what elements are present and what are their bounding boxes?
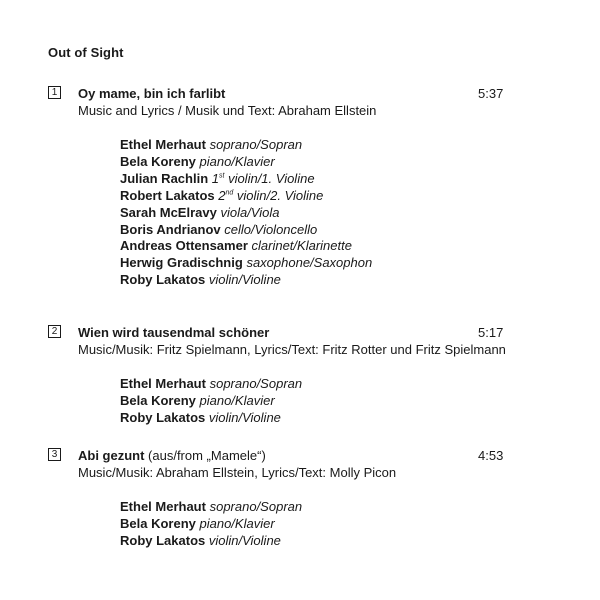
performer-name: Roby Lakatos: [120, 272, 206, 288]
performer-name: Robert Lakatos: [120, 187, 215, 203]
performer-role: piano/Klavier: [199, 515, 275, 531]
performer: [120, 376, 548, 393]
section-title: Out of Sight: [48, 45, 124, 60]
track-duration: 5:17: [478, 325, 504, 340]
performer-role: violin/Violine: [208, 532, 281, 548]
performer-name: Ethel Merhaut: [120, 499, 206, 514]
performer-list: [120, 376, 548, 427]
performer-name: Herwig Gradischnig: [120, 255, 243, 271]
track-duration: 5:37: [478, 86, 504, 101]
track-title-text: Oy mame, bin ich farlibt: [78, 86, 226, 101]
performer: [120, 205, 548, 222]
track-1: [48, 85, 548, 289]
track-credits: Music/Musik: Abraham Ellstein, Lyrics/Text: Molly Picon: [78, 465, 397, 480]
performer-name: Boris Andrianov: [120, 221, 221, 237]
performer: [120, 154, 548, 171]
track-title: [78, 447, 266, 464]
performer-role: saxophone/Saxophon: [246, 255, 373, 271]
performer: [120, 393, 548, 410]
track-number-box: 2: [48, 325, 61, 338]
performer: [120, 533, 548, 550]
performer-role: clarinet/Klarinette: [251, 238, 352, 254]
performer-name: Ethel Merhaut: [120, 376, 206, 391]
performer-name: Bela Koreny: [120, 515, 196, 531]
performer-role: soprano/Sopran: [209, 376, 303, 391]
performer-role: cello/Violoncello: [224, 221, 318, 237]
track-header: [48, 324, 548, 341]
performer-name: Julian Rachlin: [120, 170, 209, 186]
performer-role: piano/Klavier: [199, 392, 275, 408]
performer-role: soprano/Sopran: [209, 499, 303, 514]
performer: [120, 188, 548, 205]
track-2: [48, 324, 548, 427]
performer-role: soprano/Sopran: [209, 137, 303, 152]
performer-role: viola/Viola: [220, 204, 280, 220]
performer-name: Roby Lakatos: [120, 409, 206, 425]
performer: [120, 255, 548, 272]
performer: [120, 499, 548, 516]
performer-role-ordinal: 2nd violin/2. Violine: [218, 187, 324, 203]
performer-name: Sarah McElravy: [120, 204, 217, 220]
performer: [120, 137, 548, 154]
track-header: [48, 85, 548, 102]
performer-role-ordinal: 1st violin/1. Violine: [211, 170, 315, 186]
track-credits: Music and Lyrics / Musik und Text: Abraham Ellstein: [78, 103, 377, 118]
performer: [120, 222, 548, 239]
track-subtitle: (aus/from „Mamele“): [144, 448, 266, 463]
track-title-text: Abi gezunt: [78, 448, 145, 463]
track-3: [48, 447, 548, 550]
track-title: [78, 324, 269, 341]
performer-name: Ethel Merhaut: [120, 137, 206, 152]
performer-name: Andreas Ottensamer: [120, 238, 248, 254]
performer: [120, 171, 548, 188]
performer-name: Bela Koreny: [120, 153, 196, 169]
performer: [120, 238, 548, 255]
performer: [120, 410, 548, 427]
performer: [120, 516, 548, 533]
performer-list: [120, 499, 548, 550]
track-duration: 4:53: [478, 448, 504, 463]
track-number-box: 3: [48, 448, 61, 461]
track-credits: Music/Musik: Fritz Spielmann, Lyrics/Text: Fritz Rotter und Fritz Spielmann: [78, 342, 506, 357]
performer-name: Bela Koreny: [120, 392, 196, 408]
performer-role: violin/Violine: [208, 409, 281, 425]
track-number-box: 1: [48, 86, 61, 99]
track-title-text: Wien wird tausendmal schöner: [78, 325, 270, 340]
track-header: [48, 447, 548, 464]
performer-name: Roby Lakatos: [120, 532, 206, 548]
performer-list: [120, 137, 548, 289]
performer-role: violin/Violine: [208, 272, 281, 288]
performer: [120, 272, 548, 289]
performer-role: piano/Klavier: [199, 153, 275, 169]
track-title: [78, 85, 225, 102]
